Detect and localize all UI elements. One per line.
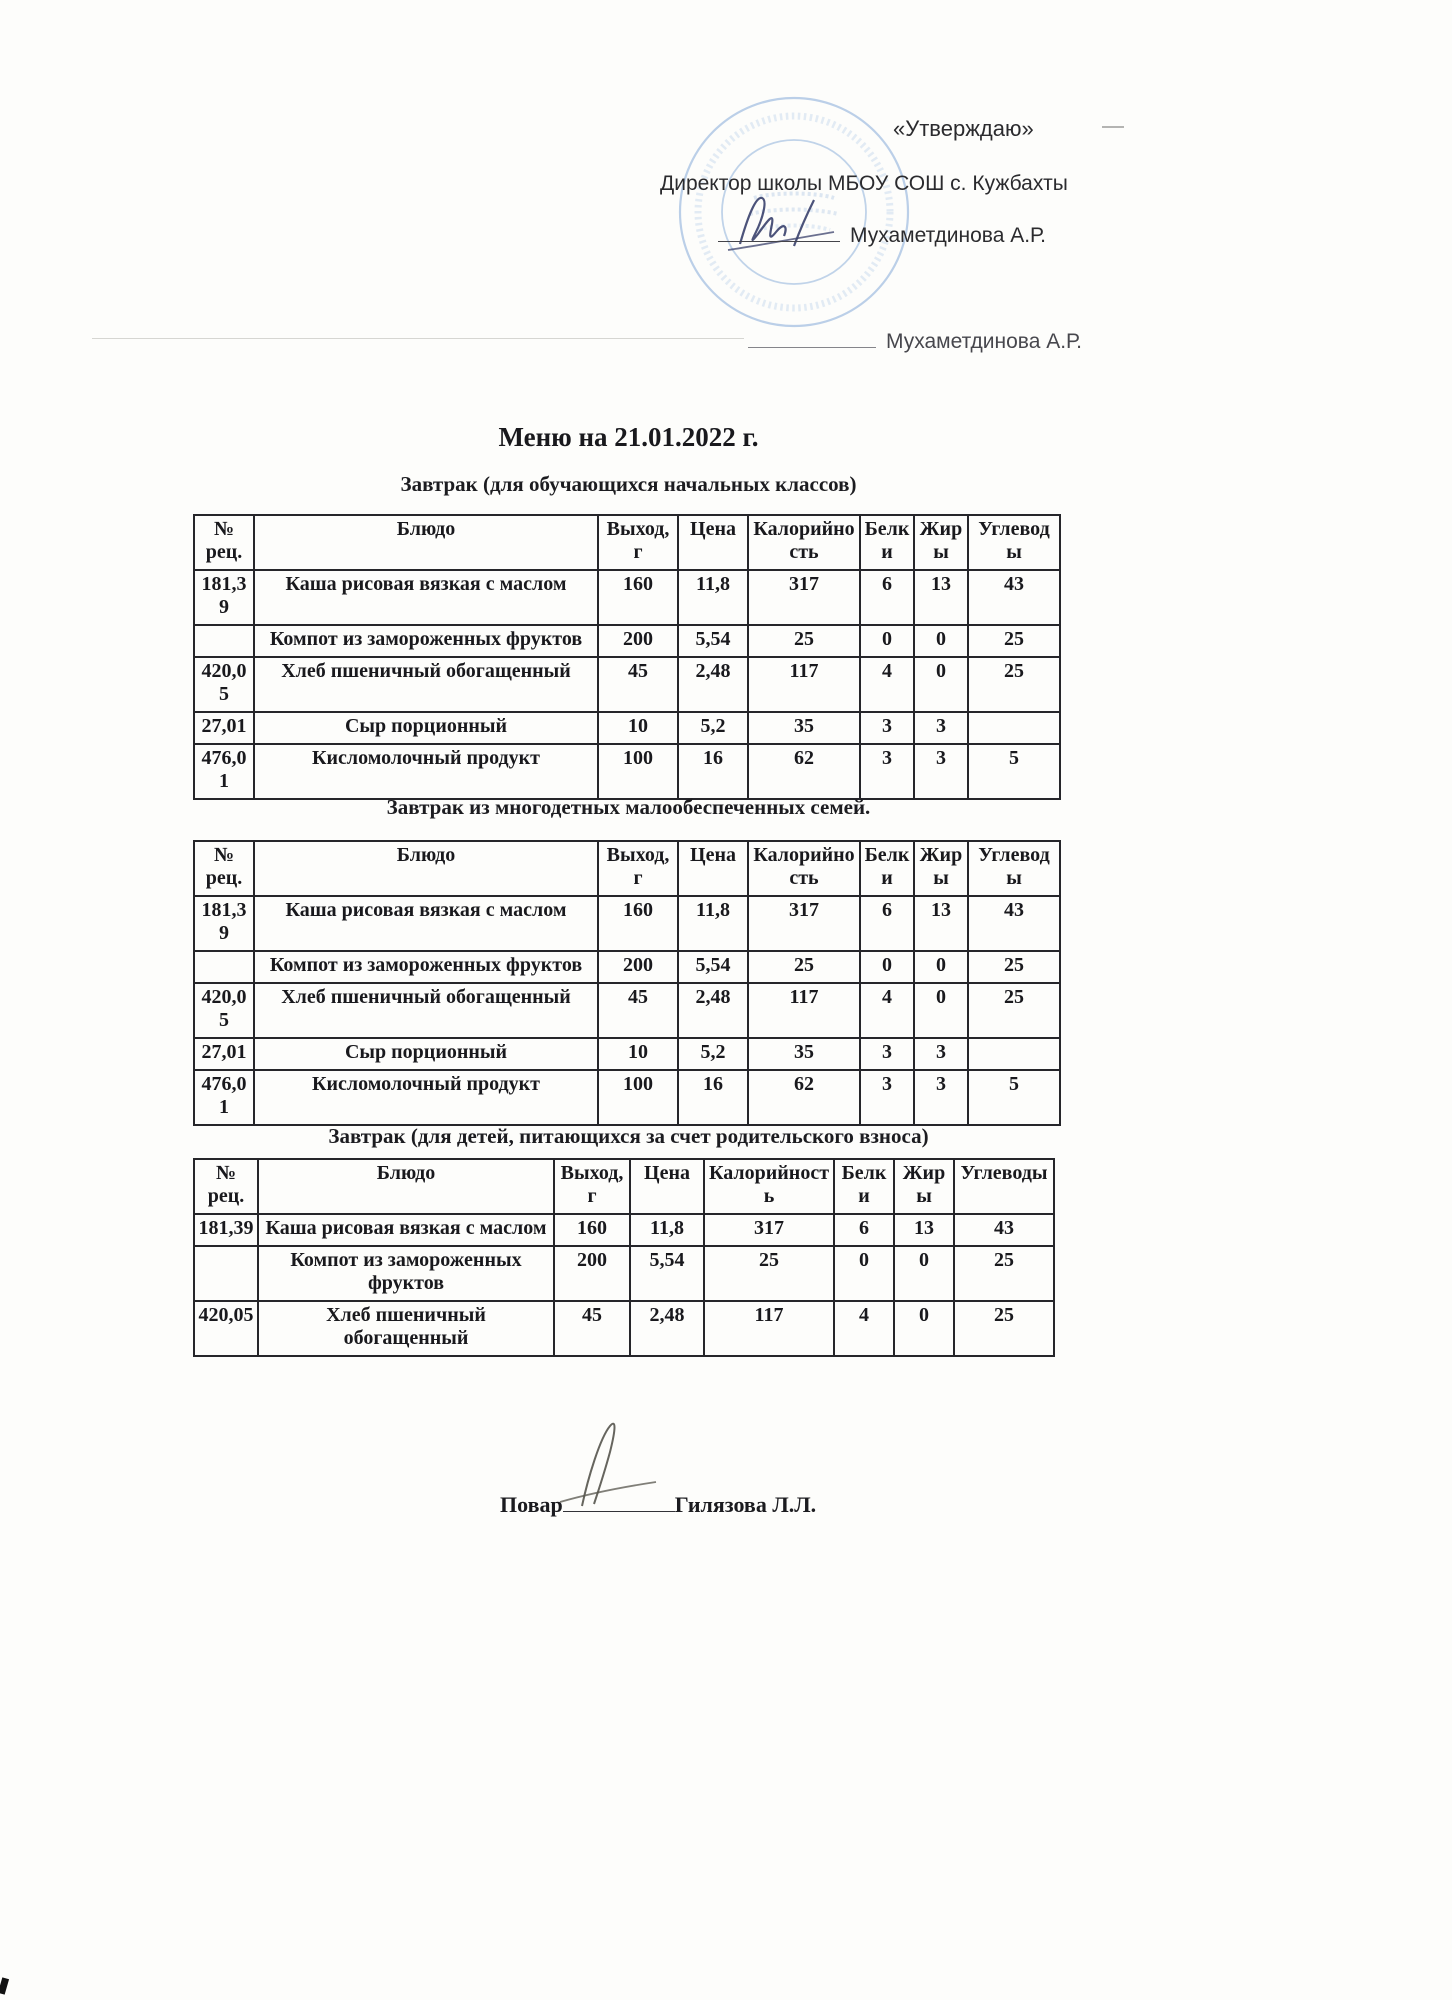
table-row <box>194 712 1060 744</box>
table-cell: Хлеб пшеничный обогащенный <box>258 1301 554 1356</box>
table-cell: 420,05 <box>194 983 254 1038</box>
column-header: Выход, г <box>554 1159 630 1214</box>
table-cell: 5 <box>968 1070 1060 1125</box>
column-header: Цена <box>678 841 748 896</box>
table-cell: 4 <box>860 983 914 1038</box>
table-cell: 27,01 <box>194 712 254 744</box>
column-header: № рец. <box>194 841 254 896</box>
cook-underline <box>563 1507 675 1512</box>
menu-table-2 <box>193 840 1061 1126</box>
table-cell: 2,48 <box>678 983 748 1038</box>
table-row <box>194 625 1060 657</box>
table-cell: Кисломолочный продукт <box>254 1070 598 1125</box>
table-cell: 35 <box>748 712 860 744</box>
table-cell: 13 <box>914 570 968 625</box>
table-cell: 0 <box>834 1246 894 1301</box>
table-cell: 0 <box>860 951 914 983</box>
cook-line <box>500 1492 816 1518</box>
table-row <box>194 570 1060 625</box>
column-header: Жиры <box>914 841 968 896</box>
column-header: Блюдо <box>258 1159 554 1214</box>
table-cell: 4 <box>834 1301 894 1356</box>
table-cell: 25 <box>968 625 1060 657</box>
table-cell: 160 <box>598 896 678 951</box>
director-signature-icon <box>722 186 852 260</box>
table-cell: 3 <box>860 712 914 744</box>
table-row <box>194 1246 1054 1301</box>
table-cell: 25 <box>748 951 860 983</box>
table-cell: Компот из замороженных фруктов <box>258 1246 554 1301</box>
table-cell: 420,05 <box>194 657 254 712</box>
signature-line-2 <box>748 330 1082 354</box>
table-cell: 3 <box>914 1070 968 1125</box>
table-row <box>194 951 1060 983</box>
director-name-2: Мухаметдинова А.Р. <box>886 330 1082 353</box>
table-cell: 43 <box>968 570 1060 625</box>
table-cell: 181,39 <box>194 570 254 625</box>
table-cell: 117 <box>748 983 860 1038</box>
signature-line-1 <box>718 224 1046 248</box>
table-cell <box>194 625 254 657</box>
table-cell <box>968 712 1060 744</box>
table-cell: 6 <box>860 570 914 625</box>
table-cell: 35 <box>748 1038 860 1070</box>
table-cell: 5,2 <box>678 1038 748 1070</box>
table-cell: 100 <box>598 1070 678 1125</box>
column-header: Выход, г <box>598 515 678 570</box>
table-cell: 181,39 <box>194 896 254 951</box>
table-cell: Сыр порционный <box>254 1038 598 1070</box>
table-cell: 43 <box>954 1214 1054 1246</box>
table-cell: 160 <box>554 1214 630 1246</box>
table-cell: Компот из замороженных фруктов <box>254 625 598 657</box>
table-cell: 45 <box>598 983 678 1038</box>
table-cell: 0 <box>914 625 968 657</box>
table-cell: 2,48 <box>630 1301 704 1356</box>
table-cell: 0 <box>914 657 968 712</box>
table-cell: 3 <box>914 744 968 799</box>
table-cell: 317 <box>704 1214 834 1246</box>
column-header: Калорийность <box>748 841 860 896</box>
table-cell: 476,01 <box>194 1070 254 1125</box>
table-cell: Кисломолочный продукт <box>254 744 598 799</box>
table-cell: Каша рисовая вязкая с маслом <box>258 1214 554 1246</box>
director-name: Мухаметдинова А.Р. <box>850 224 1046 247</box>
table-cell: 5,54 <box>678 625 748 657</box>
table-cell: 5,54 <box>678 951 748 983</box>
table-cell: 3 <box>860 1038 914 1070</box>
table-cell: 2,48 <box>678 657 748 712</box>
table-cell: 3 <box>860 744 914 799</box>
table-cell: 200 <box>598 625 678 657</box>
table-row <box>194 744 1060 799</box>
cook-name: Гилязова Л.Л. <box>674 1492 817 1517</box>
column-header: Углеводы <box>968 515 1060 570</box>
table-3-subtitle: Завтрак (для детей, питающихся за счет родительского взноса) <box>328 1124 929 1148</box>
header-row <box>194 841 1060 896</box>
table-cell: 317 <box>748 570 860 625</box>
table-cell: 3 <box>914 1038 968 1070</box>
table-cell: 0 <box>894 1301 954 1356</box>
table-cell: 117 <box>748 657 860 712</box>
table-cell: Хлеб пшеничный обогащенный <box>254 983 598 1038</box>
table-cell: 3 <box>860 1070 914 1125</box>
column-header: Цена <box>678 515 748 570</box>
column-header: № рец. <box>194 515 254 570</box>
table-row <box>194 1038 1060 1070</box>
column-header: Белки <box>834 1159 894 1214</box>
table-cell: 0 <box>914 983 968 1038</box>
table-cell: 200 <box>598 951 678 983</box>
table-cell: 200 <box>554 1246 630 1301</box>
table-cell: 10 <box>598 1038 678 1070</box>
menu-table-3 <box>193 1158 1055 1357</box>
table-cell: 25 <box>954 1301 1054 1356</box>
table-cell: 25 <box>704 1246 834 1301</box>
table-row <box>194 1301 1054 1356</box>
table-cell: 27,01 <box>194 1038 254 1070</box>
scan-artifact-dash <box>1102 126 1124 128</box>
table-cell: 0 <box>914 951 968 983</box>
table-cell: 45 <box>598 657 678 712</box>
column-header: Углеводы <box>968 841 1060 896</box>
table-cell: 4 <box>860 657 914 712</box>
table-cell: Каша рисовая вязкая с маслом <box>254 896 598 951</box>
table-cell <box>968 1038 1060 1070</box>
table-cell: 0 <box>860 625 914 657</box>
scan-artifact-corner <box>0 1977 9 1994</box>
table-cell: 13 <box>894 1214 954 1246</box>
table-cell: 25 <box>968 951 1060 983</box>
column-header: Цена <box>630 1159 704 1214</box>
header-row <box>194 1159 1054 1214</box>
column-header: Блюдо <box>254 841 598 896</box>
table-cell: Компот из замороженных фруктов <box>254 951 598 983</box>
table-row <box>194 1214 1054 1246</box>
table-2-subtitle: Завтрак из многодетных малообеспеченных семей. <box>386 795 871 819</box>
column-header: Углеводы <box>954 1159 1054 1214</box>
table-cell: 16 <box>678 1070 748 1125</box>
table-cell: 10 <box>598 712 678 744</box>
table-cell: 43 <box>968 896 1060 951</box>
table-cell: 420,05 <box>194 1301 258 1356</box>
column-header: Калорийность <box>748 515 860 570</box>
approve-label: «Утверждаю» <box>893 116 1034 141</box>
table-cell: 13 <box>914 896 968 951</box>
column-header: Жиры <box>894 1159 954 1214</box>
table-cell: 100 <box>598 744 678 799</box>
column-header: Белки <box>860 841 914 896</box>
column-header: Калорийность <box>704 1159 834 1214</box>
table-cell: 16 <box>678 744 748 799</box>
column-header: Белки <box>860 515 914 570</box>
table-cell <box>194 1246 258 1301</box>
page-title: Меню на 21.01.2022 г. <box>498 422 759 452</box>
table-cell: Сыр порционный <box>254 712 598 744</box>
table-cell: 160 <box>598 570 678 625</box>
table-cell: 45 <box>554 1301 630 1356</box>
table-cell: 25 <box>968 657 1060 712</box>
cook-label: Повар <box>500 1492 563 1517</box>
table-row <box>194 896 1060 951</box>
menu-table-1 <box>193 514 1061 800</box>
table-cell: 25 <box>954 1246 1054 1301</box>
table-cell: 25 <box>748 625 860 657</box>
table-1-subtitle: Завтрак (для обучающихся начальных классов) <box>400 472 857 496</box>
table-cell: 317 <box>748 896 860 951</box>
column-header: № рец. <box>194 1159 258 1214</box>
table-cell: 181,39 <box>194 1214 258 1246</box>
table-cell: 62 <box>748 744 860 799</box>
table-cell: 5,54 <box>630 1246 704 1301</box>
scan-artifact-line <box>92 338 744 339</box>
table-cell: 117 <box>704 1301 834 1356</box>
table-row <box>194 1070 1060 1125</box>
column-header: Жиры <box>914 515 968 570</box>
table-cell: Хлеб пшеничный обогащенный <box>254 657 598 712</box>
table-cell: 6 <box>834 1214 894 1246</box>
table-cell: 25 <box>968 983 1060 1038</box>
table-row <box>194 983 1060 1038</box>
table-cell: 62 <box>748 1070 860 1125</box>
table-row <box>194 657 1060 712</box>
signature-underline-2 <box>748 343 876 348</box>
table-cell: 476,01 <box>194 744 254 799</box>
table-cell: Каша рисовая вязкая с маслом <box>254 570 598 625</box>
column-header: Выход, г <box>598 841 678 896</box>
table-cell: 0 <box>894 1246 954 1301</box>
table-cell: 5,2 <box>678 712 748 744</box>
header-row <box>194 515 1060 570</box>
director-title: Директор школы МБОУ СОШ с. Кужбахты <box>660 172 1068 195</box>
table-cell: 11,8 <box>678 896 748 951</box>
table-cell: 3 <box>914 712 968 744</box>
table-cell: 11,8 <box>630 1214 704 1246</box>
table-cell: 5 <box>968 744 1060 799</box>
table-cell: 6 <box>860 896 914 951</box>
table-cell: 11,8 <box>678 570 748 625</box>
signature-underline <box>718 237 840 242</box>
column-header: Блюдо <box>254 515 598 570</box>
table-cell <box>194 951 254 983</box>
